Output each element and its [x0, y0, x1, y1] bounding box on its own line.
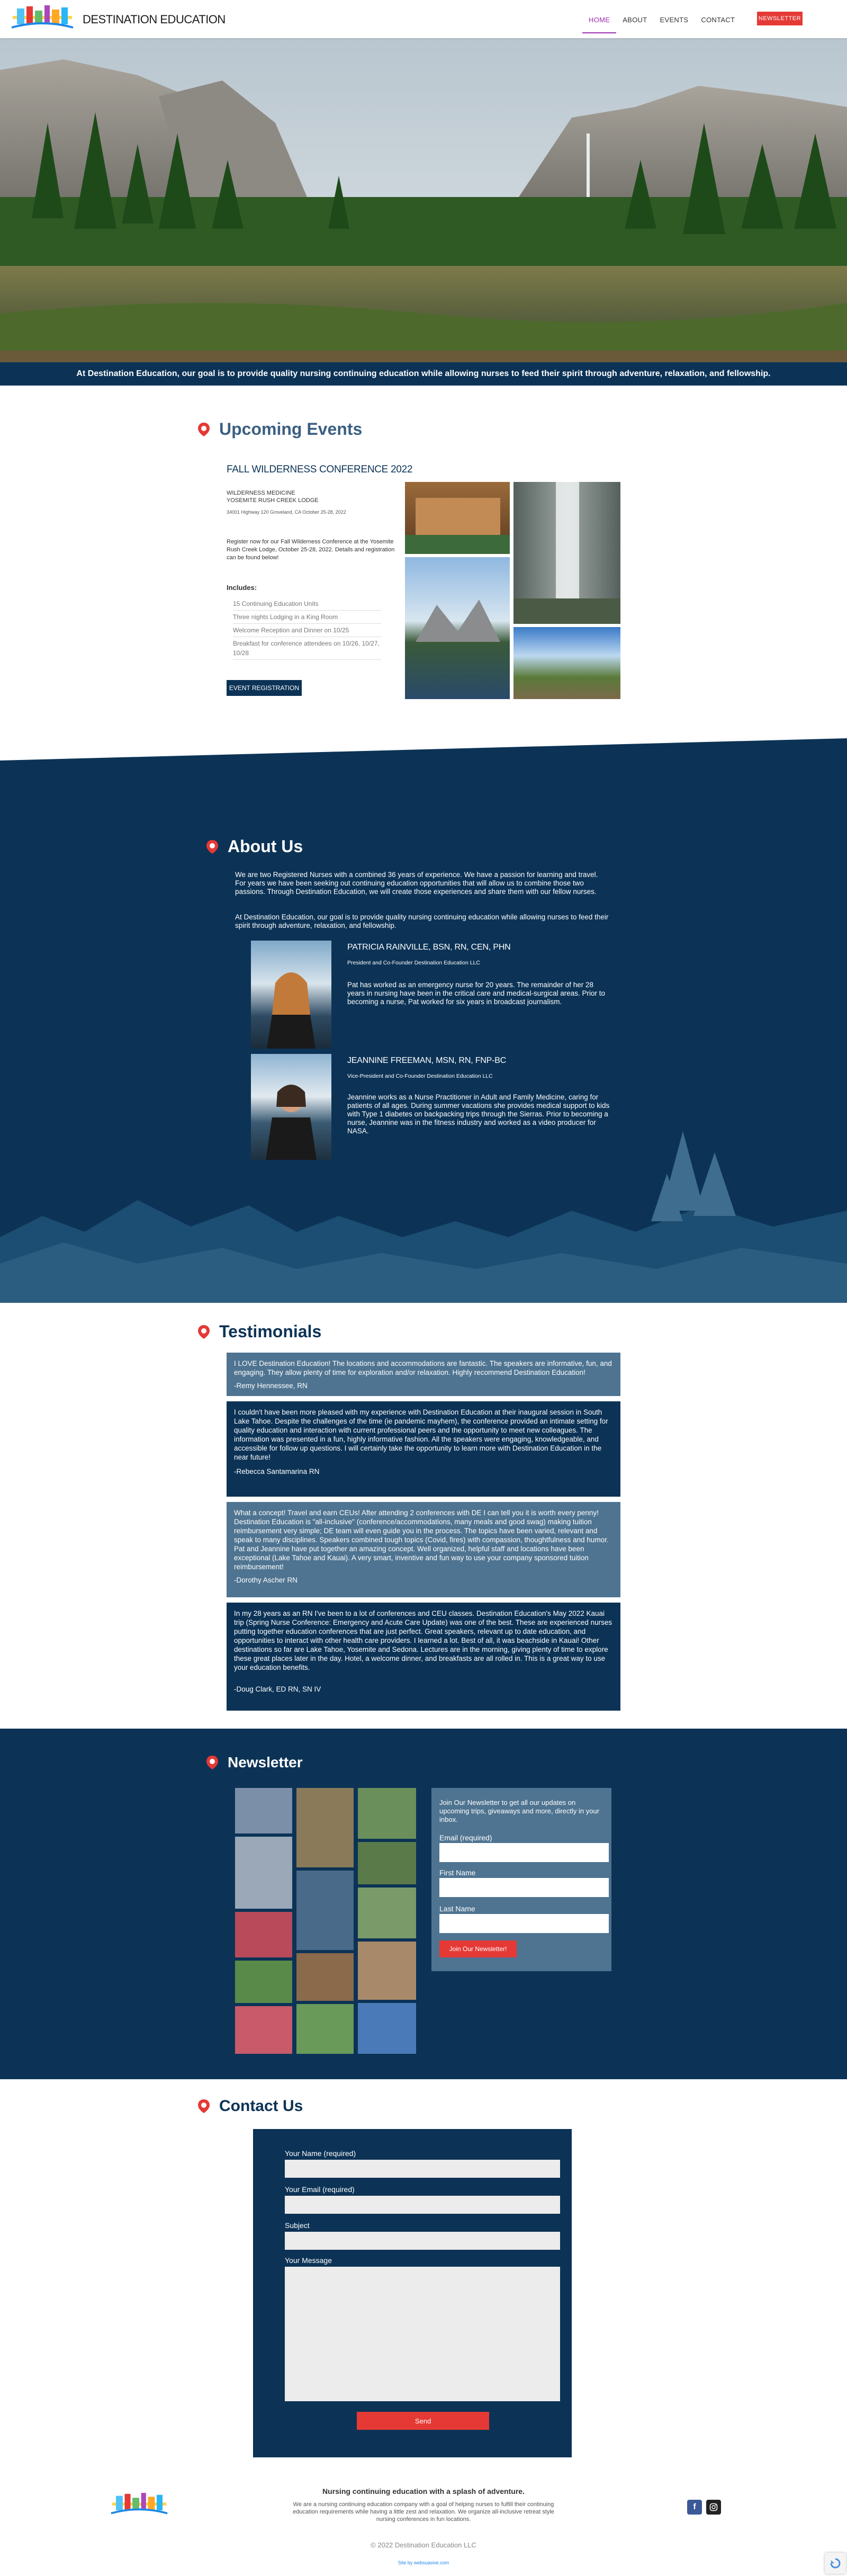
- first-name-label: First Name: [439, 1868, 476, 1877]
- recaptcha-icon: [830, 2557, 841, 2569]
- last-name-field[interactable]: [439, 1914, 609, 1933]
- recaptcha-badge[interactable]: [825, 2553, 846, 2574]
- conference-address: 34001 Highway 120 Groveland, CA October 25-28, 2022: [227, 509, 346, 515]
- nav-contact[interactable]: CONTACT: [701, 16, 735, 24]
- hero-tagline: At Destination Education, our goal is to provide quality nursing continuing education while allowing nurses to feed their spirit through adventure, relaxation, and fellowship.: [0, 362, 847, 386]
- testimonial-card: [227, 1502, 620, 1597]
- conference-subtitle: WILDERNESS MEDICINE: [227, 490, 295, 496]
- valley-photo-image: [405, 557, 510, 699]
- nav-about[interactable]: ABOUT: [623, 16, 647, 24]
- includes-list: [233, 597, 381, 660]
- map-pin-icon: [204, 839, 220, 855]
- conference-description: Register now for our Fall Wilderness Conference at the Yosemite Rush Creek Lodge, October 25-28, 2022. Details and registration can be found below!: [227, 539, 395, 561]
- contact-email-field[interactable]: [285, 2196, 560, 2214]
- testimonial-text: In my 28 years as an RN I've been to a lot of conferences and CEU classes. Destination Education's May 2022 Kauai trip (Spring Nurse Conference: Emergency and Acute Care Update) was one of the best. These are experienced nurses putting together education conferences that are just perfect. Great speakers, relevant up to date education, and opportunities to interact with other health care providers. I learned a lot. Best of all, it was beachside in Kauai! Other destinations so far are Lake Tahoe, Yosemite and Sedona. Lectures are in the morning, giving plenty of time to explore these great places later in the day. Hotel, a welcome dinner, and breakfasts are all rolled in. This is a great way to use your education benefits.: [234, 1609, 612, 1671]
- copyright: © 2022 Destination Education LLC: [371, 2541, 476, 2549]
- conference-location: YOSEMITE RUSH CREEK LODGE: [227, 497, 319, 504]
- patricia-name: PATRICIA RAINVILLE, BSN, RN, CEN, PHN: [347, 943, 511, 952]
- contact-form: [253, 2129, 572, 2457]
- mountain-silhouette: [0, 1131, 847, 1303]
- about-paragraph-1: We are two Registered Nurses with a combined 36 years of experience. We have a passion for learning and travel. For years we have been seeking out continuing education opportunities that will allow us to combine those two passions. Through Destination Education, we will create those experiences and share them with our fellow nurses.: [235, 871, 598, 896]
- events-heading: [196, 419, 362, 439]
- jeannine-name: JEANNINE FREEMAN, MSN, RN, FNP-BC: [347, 1056, 507, 1065]
- newsletter-intro: Join Our Newsletter to get all our updates on upcoming trips, giveaways and more, directly in your inbox.: [439, 1799, 600, 1823]
- testimonial-text: I LOVE Destination Education! The locations and accommodations are fantastic. The speakers are informative, fun, and engaging. They allow plenty of time for exploration and/or relaxation. Highly recommend Destination Education!: [234, 1359, 612, 1376]
- testimonial-text: What a concept! Travel and earn CEUs! After attending 2 conferences with DE I can tell you it is worth every penny! Destination Education is "all-inclusive" (conference/accommodations, many meals and good swag) making tuition reimbursement very simple; DE team will even guide you in the process. The topics have been varied, relevant and speak to many disciplines. Speakers combined tough topics (Covid, fires) with compassion, thoughtfulness and humor. Pat and Jeannine have put together an amazing concept. Well organized, helpful staff and locations have been exceptional (Lake Tahoe and Kauai). A very smart, inventive and fun way to use your company sponsored tuition reimbursement!: [234, 1509, 609, 1571]
- about-title: About Us: [228, 837, 303, 856]
- map-pin-icon: [196, 422, 212, 437]
- testimonial-card: [227, 1401, 620, 1497]
- site-credit[interactable]: Site by websuasive.com: [398, 2560, 449, 2565]
- testimonials-title: Testimonials: [219, 1322, 322, 1341]
- join-newsletter-button[interactable]: Join Our Newsletter!: [439, 1940, 517, 1957]
- jeannine-photo: [251, 1054, 331, 1160]
- contact-email-label: Your Email (required): [285, 2185, 355, 2194]
- includes-label: Includes:: [227, 584, 257, 592]
- patricia-photo: [251, 941, 331, 1049]
- map-pin-icon: [196, 1324, 212, 1340]
- map-pin-icon: [204, 1755, 220, 1770]
- testimonials-heading: [196, 1322, 321, 1341]
- list-item: Welcome Reception and Dinner on 10/25: [233, 624, 381, 637]
- main-nav: [582, 14, 741, 33]
- send-button[interactable]: Send: [357, 2412, 489, 2430]
- name-field[interactable]: [285, 2160, 560, 2178]
- email-field[interactable]: [439, 1843, 609, 1862]
- last-name-label: Last Name: [439, 1904, 475, 1913]
- message-field[interactable]: [285, 2267, 560, 2401]
- brand-name[interactable]: DESTINATION EDUCATION: [83, 13, 226, 26]
- contact-title: Contact Us: [219, 2097, 303, 2115]
- footer-heading: Nursing continuing education with a splash of adventure.: [322, 2487, 525, 2496]
- first-name-field[interactable]: [439, 1878, 609, 1897]
- event-registration-button[interactable]: EVENT REGISTRATION: [227, 680, 302, 696]
- vista-photo: [513, 627, 620, 699]
- about-heading: [204, 837, 303, 856]
- jeannine-role: Vice-President and Co-Founder Destination Education LLC: [347, 1073, 493, 1079]
- about-paragraph-2: At Destination Education, our goal is to provide quality nursing continuing education while allowing nurses to feed their spirit through adventure, relaxation, and fellowship.: [235, 913, 609, 929]
- photo-collage: [235, 1788, 416, 2054]
- list-item: 15 Continuing Education Units: [233, 597, 381, 611]
- name-label: Your Name (required): [285, 2149, 356, 2158]
- list-item: Breakfast for conference attendees on 10/26, 10/27, 10/28: [233, 637, 381, 660]
- site-header: [0, 0, 847, 38]
- about-section: [0, 761, 847, 1303]
- testimonial-card: [227, 1603, 620, 1711]
- logo[interactable]: [11, 3, 74, 34]
- contact-heading: [196, 2097, 303, 2115]
- testimonial-card: [227, 1353, 620, 1396]
- testimonial-author: -Rebecca Santamarina RN: [234, 1468, 320, 1475]
- newsletter-heading: [204, 1754, 303, 1771]
- testimonial-author: -Remy Hennessee, RN: [234, 1382, 308, 1390]
- nav-home[interactable]: HOME: [582, 14, 616, 33]
- nav-events[interactable]: EVENTS: [660, 16, 689, 24]
- conference-title: FALL WILDERNESS CONFERENCE 2022: [227, 464, 413, 475]
- events-title: Upcoming Events: [219, 419, 363, 439]
- hero-image: [0, 38, 847, 362]
- message-label: Your Message: [285, 2256, 332, 2265]
- waterfall-photo: [513, 482, 620, 624]
- testimonial-author: -Doug Clark, ED RN, SN IV: [234, 1685, 321, 1693]
- email-label: Email (required): [439, 1833, 492, 1842]
- patricia-bio: Pat has worked as an emergency nurse for 20 years. The remainder of her 28 years in nursing have been in the critical care and medical-surgical areas. Prior to becoming a nurse, Pat worked for six years in broadcast journalism.: [347, 981, 605, 1006]
- subject-field[interactable]: [285, 2232, 560, 2250]
- jeannine-bio: Jeannine works as a Nurse Practitioner in Adult and Family Medicine, caring for patients of all ages. During summer vacations she provides medical support to kids with Type 1 diabetes on backpacking trips through the Sierras. Prior to becoming a nurse, Jeannine was in the fitness industry and worked as a video producer for NASA.: [347, 1093, 610, 1135]
- subject-label: Subject: [285, 2221, 310, 2230]
- map-pin-icon: [196, 2098, 212, 2114]
- lodge-photo: [405, 482, 510, 554]
- testimonial-text: I couldn't have been more pleased with my experience with Destination Education at their inaugural session in South Lake Tahoe. Despite the challenges of the time (ie pandemic mayhem), the conference provided an intimate setting for quality education and interaction with current professional peers and the opportunity to meet new colleagues. The information was presented in a fun, highly informative fashion. All the speakers were engaging, knowledgeable, and accessible for follow up questions. I will certainly take the opportunity to learn more with Destination Education in the near future!: [234, 1408, 608, 1461]
- testimonial-author: -Dorothy Ascher RN: [234, 1576, 298, 1584]
- footer-text: We are a nursing continuing education company with a goal of helping nurses to fulfill their continuing education requirements while having a little zest and relaxation. We organize all-inclusive retreat style nursing conferences in fun locations.: [293, 2501, 554, 2523]
- section-divider: [0, 736, 847, 763]
- patricia-role: President and Co-Founder Destination Education LLC: [347, 960, 480, 966]
- list-item: Three nights Lodging in a King Room: [233, 611, 381, 624]
- instagram-icon[interactable]: [706, 2500, 721, 2515]
- newsletter-section: [0, 1729, 847, 2079]
- facebook-icon[interactable]: f: [687, 2500, 702, 2515]
- footer-logo[interactable]: [110, 2490, 168, 2520]
- newsletter-button[interactable]: NEWSLETTER: [757, 12, 803, 25]
- newsletter-title: Newsletter: [228, 1754, 303, 1770]
